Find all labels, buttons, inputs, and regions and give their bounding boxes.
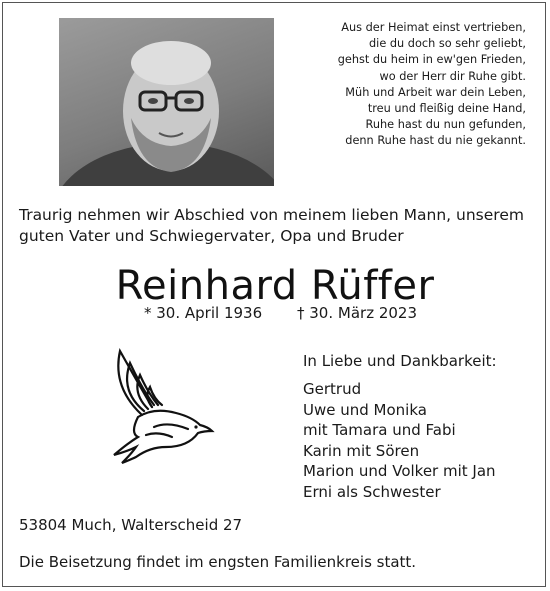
poem-line: wo der Herr dir Ruhe gibt. (379, 69, 526, 83)
mourner-name: Karin mit Sören (303, 441, 420, 460)
mourner-name: Uwe und Monika (303, 400, 427, 419)
mourner-name: Marion und Volker mit Jan (303, 462, 496, 480)
mourner-name: mit Tamara und Fabi (303, 421, 456, 439)
portrait-photo (59, 18, 274, 186)
mourner-name: Gertrud (303, 380, 362, 398)
deceased-name: Reinhard Rüffer (115, 263, 435, 309)
poem-line: denn Ruhe hast du nie gekannt. (345, 134, 526, 148)
death-date: † 30. März 2023 (297, 304, 418, 322)
address: 53804 Much, Walterscheid 27 (19, 516, 243, 534)
poem-line: gehst du heim in ew'gen Frieden, (337, 53, 526, 67)
poem-line: Müh und Arbeit war dein Leben, (345, 85, 526, 99)
intro-text (19, 205, 529, 247)
intro-line: guten Vater und Schwiegervater, Opa und Bruder (19, 227, 404, 245)
mourner-name: Erni als Schwester (303, 482, 441, 501)
funeral-note: Die Beisetzung findet im engsten Familienkreis statt. (19, 553, 417, 571)
mourners-title: In Liebe und Dankbarkeit: (303, 352, 497, 370)
poem-line: treu und fleißig deine Hand, (367, 102, 526, 116)
mourners-list (303, 379, 496, 502)
birth-date: * 30. April 1936 (144, 304, 263, 322)
intro-line: Traurig nehmen wir Abschied von meinem lieben Mann, unserem (19, 206, 524, 224)
poem-line: Aus der Heimat einst vertrieben, (341, 21, 526, 34)
poem-line: die du doch so sehr geliebt, (369, 37, 526, 51)
memorial-poem (266, 20, 526, 150)
dove-icon (92, 347, 222, 467)
poem-line: Ruhe hast du nun gefunden, (365, 118, 526, 132)
portrait-illustration (59, 18, 274, 186)
